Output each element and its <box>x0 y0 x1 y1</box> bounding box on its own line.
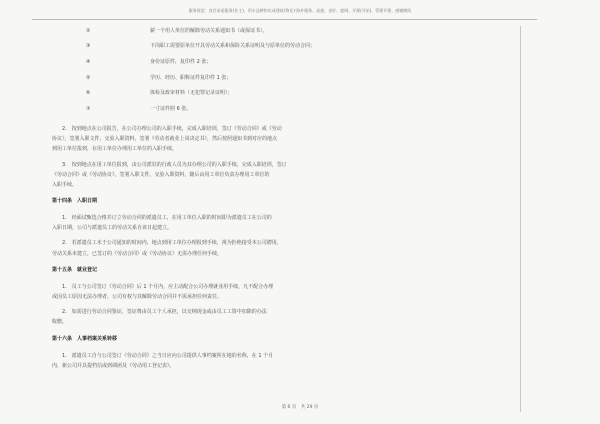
paragraph-line: 内，新公司并具提档信或到调函及《劳动用工登记表》。 <box>52 363 175 369</box>
list-item: 体检及政审材料（无犯罪记录证明）； <box>150 90 233 96</box>
paragraph-line: 2. 若派遣员工未于公司通知的时间内、地点到用工单位办理报到手续，视为拒绝接受本公司聘用， <box>62 240 282 246</box>
list-number: ② <box>86 28 91 34</box>
paragraph-line: 入职手续。 <box>52 182 78 188</box>
section-heading: 第十五条 就业登记 <box>52 267 98 273</box>
paragraph-line: 1. 派遣员工自与公司签订《劳动合同》之当日应向公司提供人事档案所在地的名称，在 1 个月 <box>62 353 274 359</box>
list-number: ③ <box>86 43 91 49</box>
paragraph-line: 到用工单位报到，在用工单位办理用工单位的入职手续。 <box>52 146 178 152</box>
page-number: 第 6 页 共 29 页 <box>281 405 319 410</box>
list-number: ⑥ <box>86 90 91 96</box>
paragraph-line: 收缴。 <box>52 319 68 325</box>
list-number: ④ <box>86 59 91 65</box>
paragraph-line: 3. 按到地点在用工单位报到，由公司派驻的行政人员为其办理公司的入职手续，完成入职培训，签订 <box>62 162 287 168</box>
paragraph-line: 1. 员工与公司签订《劳动合同》后 1 个月内，应主动配合公司办理就业用手续，凡不配合办理 <box>62 284 274 290</box>
list-item: 身份证原件，复印件 2 张； <box>150 59 212 65</box>
list-number: ⑦ <box>86 106 91 112</box>
paragraph-line: 2. 如需进行劳动合同鉴证，签证费由员工个人承担，以交纳现金或由员工工资中扣除的办法 <box>62 309 267 315</box>
list-number: ⑤ <box>86 75 91 81</box>
page-header: 服务规范：良任承诺服务(业主)、用车品种和实成建筑(物业)·海外服务、高速、良好、提纲、开源(开始)、管理开理、感谢期间 <box>188 8 412 13</box>
list-item: 薪一个用人单位的解除劳动关系通知书（或保证书）。 <box>150 28 268 34</box>
list-item: 一寸证件照 6 张。 <box>150 106 192 112</box>
paragraph-line: 或因员工原因无法办理者，公司有权与其解除劳动合同并不需承担任何责任。 <box>52 294 223 300</box>
paragraph-line: 1. 经面试甄选合格并订立劳动合同的派遣员工，在用工单位入职的时间即为派遣员工在公司的 <box>62 215 272 221</box>
list-item: 学历、经历、职称证件复印件 1 张； <box>150 75 232 81</box>
paragraph-line: 《劳动合同》或《劳动协议》，签署入职文件，交验入职资料，随后由用工单位负责办理用工单位的 <box>52 172 270 178</box>
paragraph-line: 劳动关系未建立，已签订的《劳动合同》或《劳动协议》无需办理任何手续。 <box>52 251 223 257</box>
paragraph-line: 2. 按到地点在公司报告，在公司办理公司的入职手续，完成入职培训，签订《劳动合同》或《劳动 <box>62 126 282 132</box>
paragraph-line: 入职日期，公司与派遣员工的劳动关系自该日起建立。 <box>52 225 173 231</box>
list-item: 下岗职工需要原单位开具劳动关系和保险关系证明及与原单位的劳动合同； <box>150 43 316 49</box>
section-heading: 第十六条 人事档案关系转移 <box>52 336 118 342</box>
section-heading: 第十四条 入职日期 <box>52 198 98 204</box>
paragraph-line: 协议》，签署入职文件，交验入职资料，签署《劳动者就业上岗决定书》，然后按照通知书到对应的地点 <box>52 136 278 142</box>
